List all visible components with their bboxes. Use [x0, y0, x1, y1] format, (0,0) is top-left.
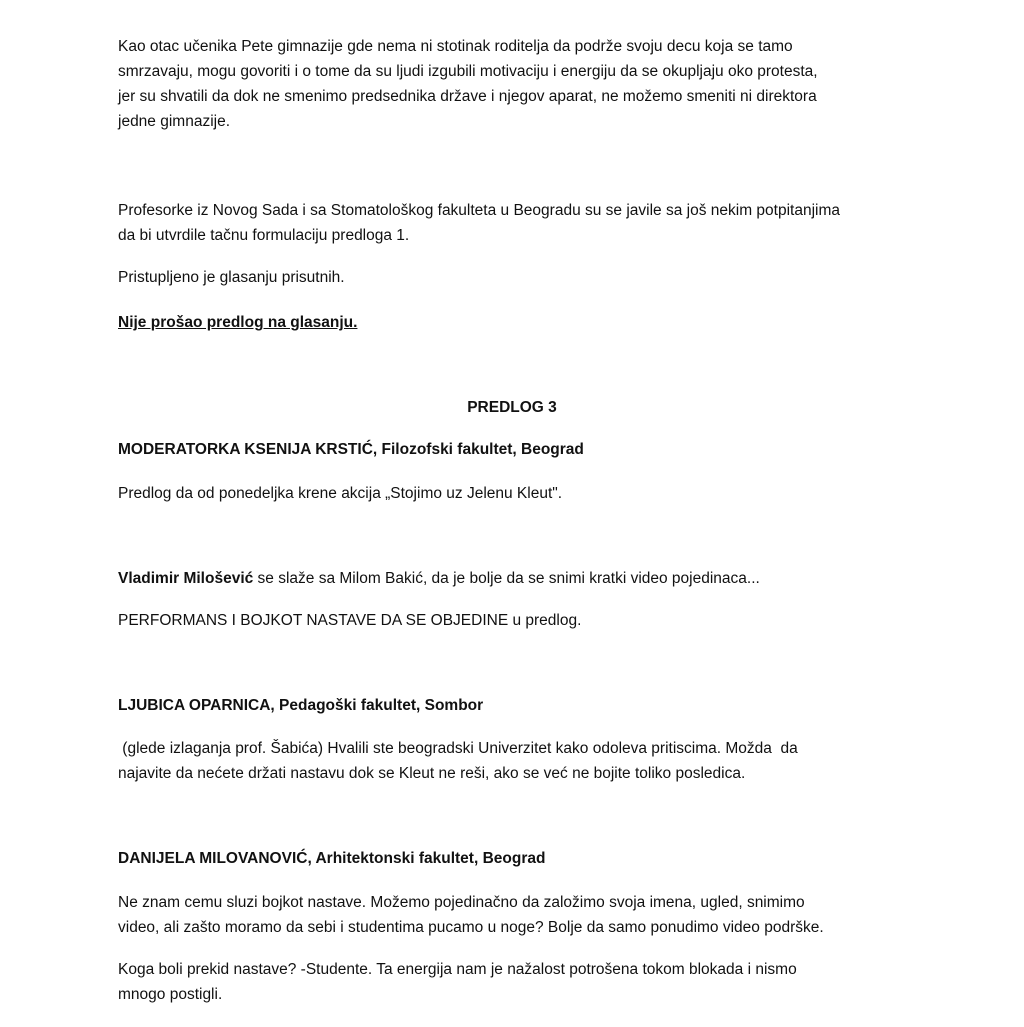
text-line: Koga boli prekid nastave? -Studente. Ta energija nam je nažalost potrošena tokom blokada i nismo: [118, 961, 797, 978]
speaker-oparnica: LJUBICA OPARNICA, Pedagoški fakultet, Sombor: [118, 697, 484, 714]
text-line: jer su shvatili da dok ne smenimo predsednika države i njegov aparat, ne možemo smeniti ni direktora: [118, 88, 817, 105]
speaker-name: Vladimir Milošević: [118, 570, 254, 587]
paragraph-energy: [118, 957, 908, 1007]
paragraph-oparnica: [118, 736, 908, 786]
paragraph-voting: Pristupljeno je glasanju prisutnih.: [118, 269, 345, 286]
speaker-milovanovic: DANIJELA MILOVANOVIĆ, Arhitektonski fakultet, Beograd: [118, 850, 546, 867]
speaker-statement: se slaže sa Milom Bakić, da je bolje da se snimi kratki video pojedinaca...: [253, 570, 760, 587]
text-line: da bi utvrdile tačnu formulaciju predloga 1.: [118, 227, 410, 244]
speaker-moderator: MODERATORKA KSENIJA KRSTIĆ, Filozofski fakultet, Beograd: [118, 441, 584, 458]
paragraph-proposal: Predlog da od ponedeljka krene akcija „Stojimo uz Jelenu Kleut".: [118, 485, 563, 502]
text-line: smrzavaju, mogu govoriti i o tome da su ljudi izgubili motivaciju i energiju da se okupljaju oko protesta,: [118, 63, 818, 80]
paragraph-merge-proposal: PERFORMANS I BOJKOT NASTAVE DA SE OBJEDINE u predlog.: [118, 612, 582, 629]
text-line: Kao otac učenika Pete gimnazije gde nema ni stotinak roditelja da podrže svoju decu koja se tamo: [118, 38, 793, 55]
text-line: video, ali zašto moramo da sebi i studentima pucamo u noge? Bolje da samo ponudimo video podrške.: [118, 919, 824, 936]
text-line: mnogo postigli.: [118, 986, 223, 1003]
section-heading: PREDLOG 3: [467, 399, 557, 416]
vote-result: Nije prošao predlog na glasanju.: [118, 314, 358, 331]
paragraph-professors-questions: [118, 198, 908, 248]
paragraph-milovanovic: [118, 890, 908, 940]
text-line: Profesorke iz Novog Sada i sa Stomatološkog fakulteta u Beogradu su se javile sa još nekim potpitanjima: [118, 202, 840, 219]
text-line: (glede izlaganja prof. Šabića) Hvalili ste beogradski Univerzitet kako odoleva pritiscima. Možda da: [118, 740, 798, 757]
paragraph-parent-statement: [118, 34, 908, 134]
text-line: najavite da nećete držati nastavu dok se Kleut ne reši, ako se već ne bojite toliko posledica.: [118, 765, 746, 782]
text-line: Ne znam cemu sluzi bojkot nastave. Možemo pojedinačno da založimo svoja imena, ugled, snimimo: [118, 894, 805, 911]
text-line: jedne gimnazije.: [118, 113, 231, 130]
paragraph-milosevic: [118, 566, 908, 591]
